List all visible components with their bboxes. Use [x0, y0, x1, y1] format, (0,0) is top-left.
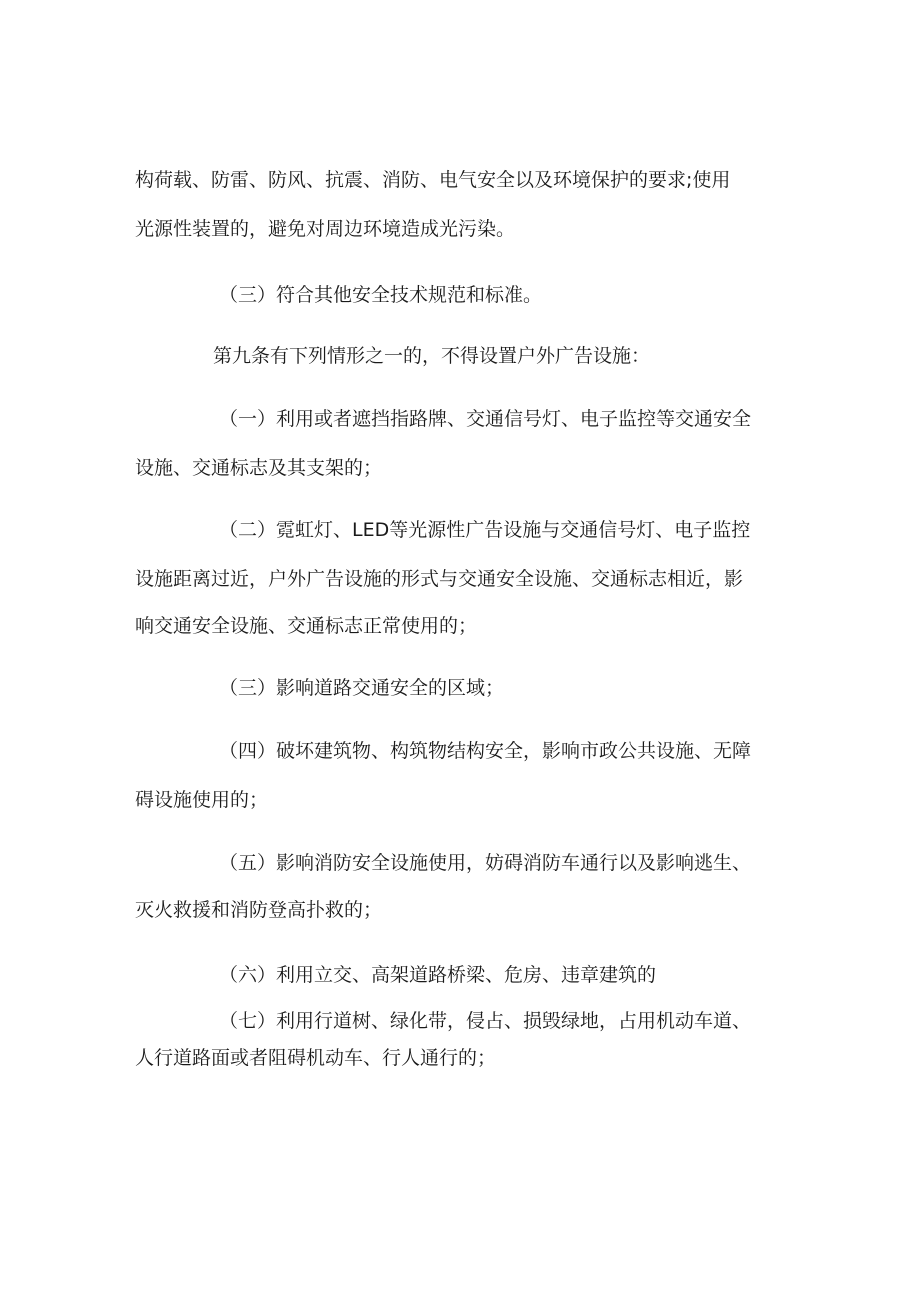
clause-3-line: （三）符合其他安全技术规范和标准。 — [219, 284, 543, 306]
item-7-line: 人行道路面或者阻碍机动车、行人通行的； — [135, 1047, 497, 1069]
item-6-line: （六）利用立交、高架道路桥梁、危房、违章建筑的 — [219, 964, 657, 986]
item-3-line: （三）影响道路交通安全的区域； — [219, 677, 505, 699]
item-5-line: （五）影响消防安全设施使用，妨碍消防车通行以及影响逃生、 — [219, 852, 752, 874]
paragraph-line: 构荷载、防雷、防风、抗震、消防、电气安全以及环境保护的要求;使用 — [135, 169, 731, 191]
item-4-line: 碍设施使用的； — [135, 789, 269, 811]
article-9-heading: 第九条有下列情形之一的，不得设置户外广告设施： — [213, 345, 651, 367]
paragraph-line: 光源性装置的，避免对周边环境造成光污染。 — [135, 218, 516, 240]
item-1-line: 设施、交通标志及其支架的； — [135, 457, 383, 479]
item-2-line: 响交通安全设施、交通标志正常使用的； — [135, 615, 478, 637]
item-5-line: 灭火救援和消防登高扑救的； — [135, 899, 383, 921]
item-1-line: （一）利用或者遮挡指路牌、交通信号灯、电子监控等交通安全 — [219, 408, 752, 430]
item-7-line: （七）利用行道树、绿化带，侵占、损毁绿地，占用机动车道、 — [219, 1010, 752, 1032]
item-2-line: （二）霓虹灯、LED等光源性广告设施与交通信号灯、电子监控 — [219, 519, 751, 541]
item-4-line: （四）破坏建筑物、构筑物结构安全，影响市政公共设施、无障 — [219, 740, 752, 762]
item-2-line: 设施距离过近，户外广告设施的形式与交通安全设施、交通标志相近，影 — [135, 568, 744, 590]
